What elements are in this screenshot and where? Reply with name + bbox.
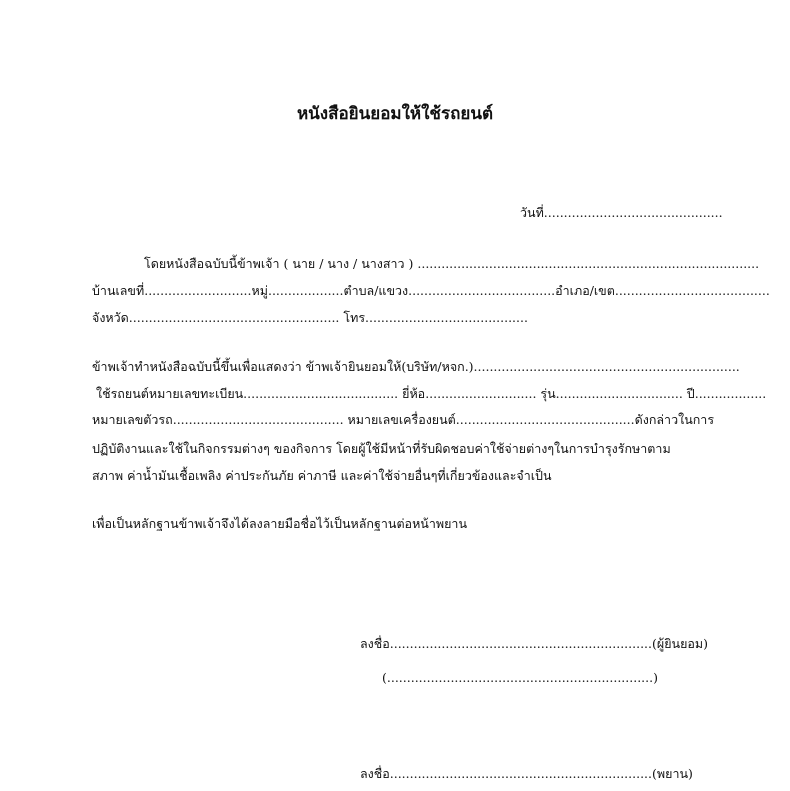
consenter-signature-line: ลงชื่อ..................................................................(ผู้ยินยอม) bbox=[360, 636, 709, 651]
witness-signature-line: ลงชื่อ..................................................................(พยาน) bbox=[360, 766, 693, 781]
consent-paragraph-line-1: ข้าพเจ้าทำหนังสือฉบับนี้ขึ้นเพื่อแสดงว่า ข้าพเจ้ายินยอมให้(บริษัท/หจก.)................................................................... bbox=[92, 359, 740, 374]
consenter-printed-name-line: (...................................................................) bbox=[382, 670, 658, 685]
consent-paragraph-line-5: สภาพ ค่าน้ำมันเชื้อเพลิง ค่าประกันภัย ค่าภาษี และค่าใช้จ่ายอื่นๆที่เกี่ยวข้องและจำเป็น bbox=[92, 468, 552, 483]
consent-paragraph-line-3: หมายเลขตัวรถ........................................... หมายเลขเครื่องยนต์.............................................ดังกล่าวในการ bbox=[92, 412, 715, 427]
consenter-intro-line: โดยหนังสือฉบับนี้ข้าพเจ้า ( นาย / นาง / นางสาว ) ...................................................................................... bbox=[144, 256, 760, 271]
address-line-2: จังหวัด..................................................... โทร......................................... bbox=[92, 310, 528, 325]
consent-paragraph-line-4: ปฏิบัติงานและใช้ในกิจกรรมต่างๆ ของกิจการ โดยผู้ใช้มีหน้าที่รับผิดชอบค่าใช้จ่ายต่างๆในการบำรุงรักษาตาม bbox=[92, 441, 671, 456]
address-line-1: บ้านเลขที่...........................หมู่...................ตำบล/แขวง.....................................อำเภอ/เขต....................................... bbox=[92, 283, 770, 298]
date-line: วันที่............................................. bbox=[520, 205, 723, 220]
consent-paragraph-line-2: ใช้รถยนต์หมายเลขทะเบียน....................................... ยี่ห้อ............................ รุ่น................................ ปี.................. bbox=[96, 386, 767, 401]
evidence-statement: เพื่อเป็นหลักฐานข้าพเจ้าจึงได้ลงลายมือชื่อไว้เป็นหลักฐานต่อหน้าพยาน bbox=[92, 516, 467, 531]
document-title: หนังสือยินยอมให้ใช้รถยนต์ bbox=[296, 104, 494, 124]
